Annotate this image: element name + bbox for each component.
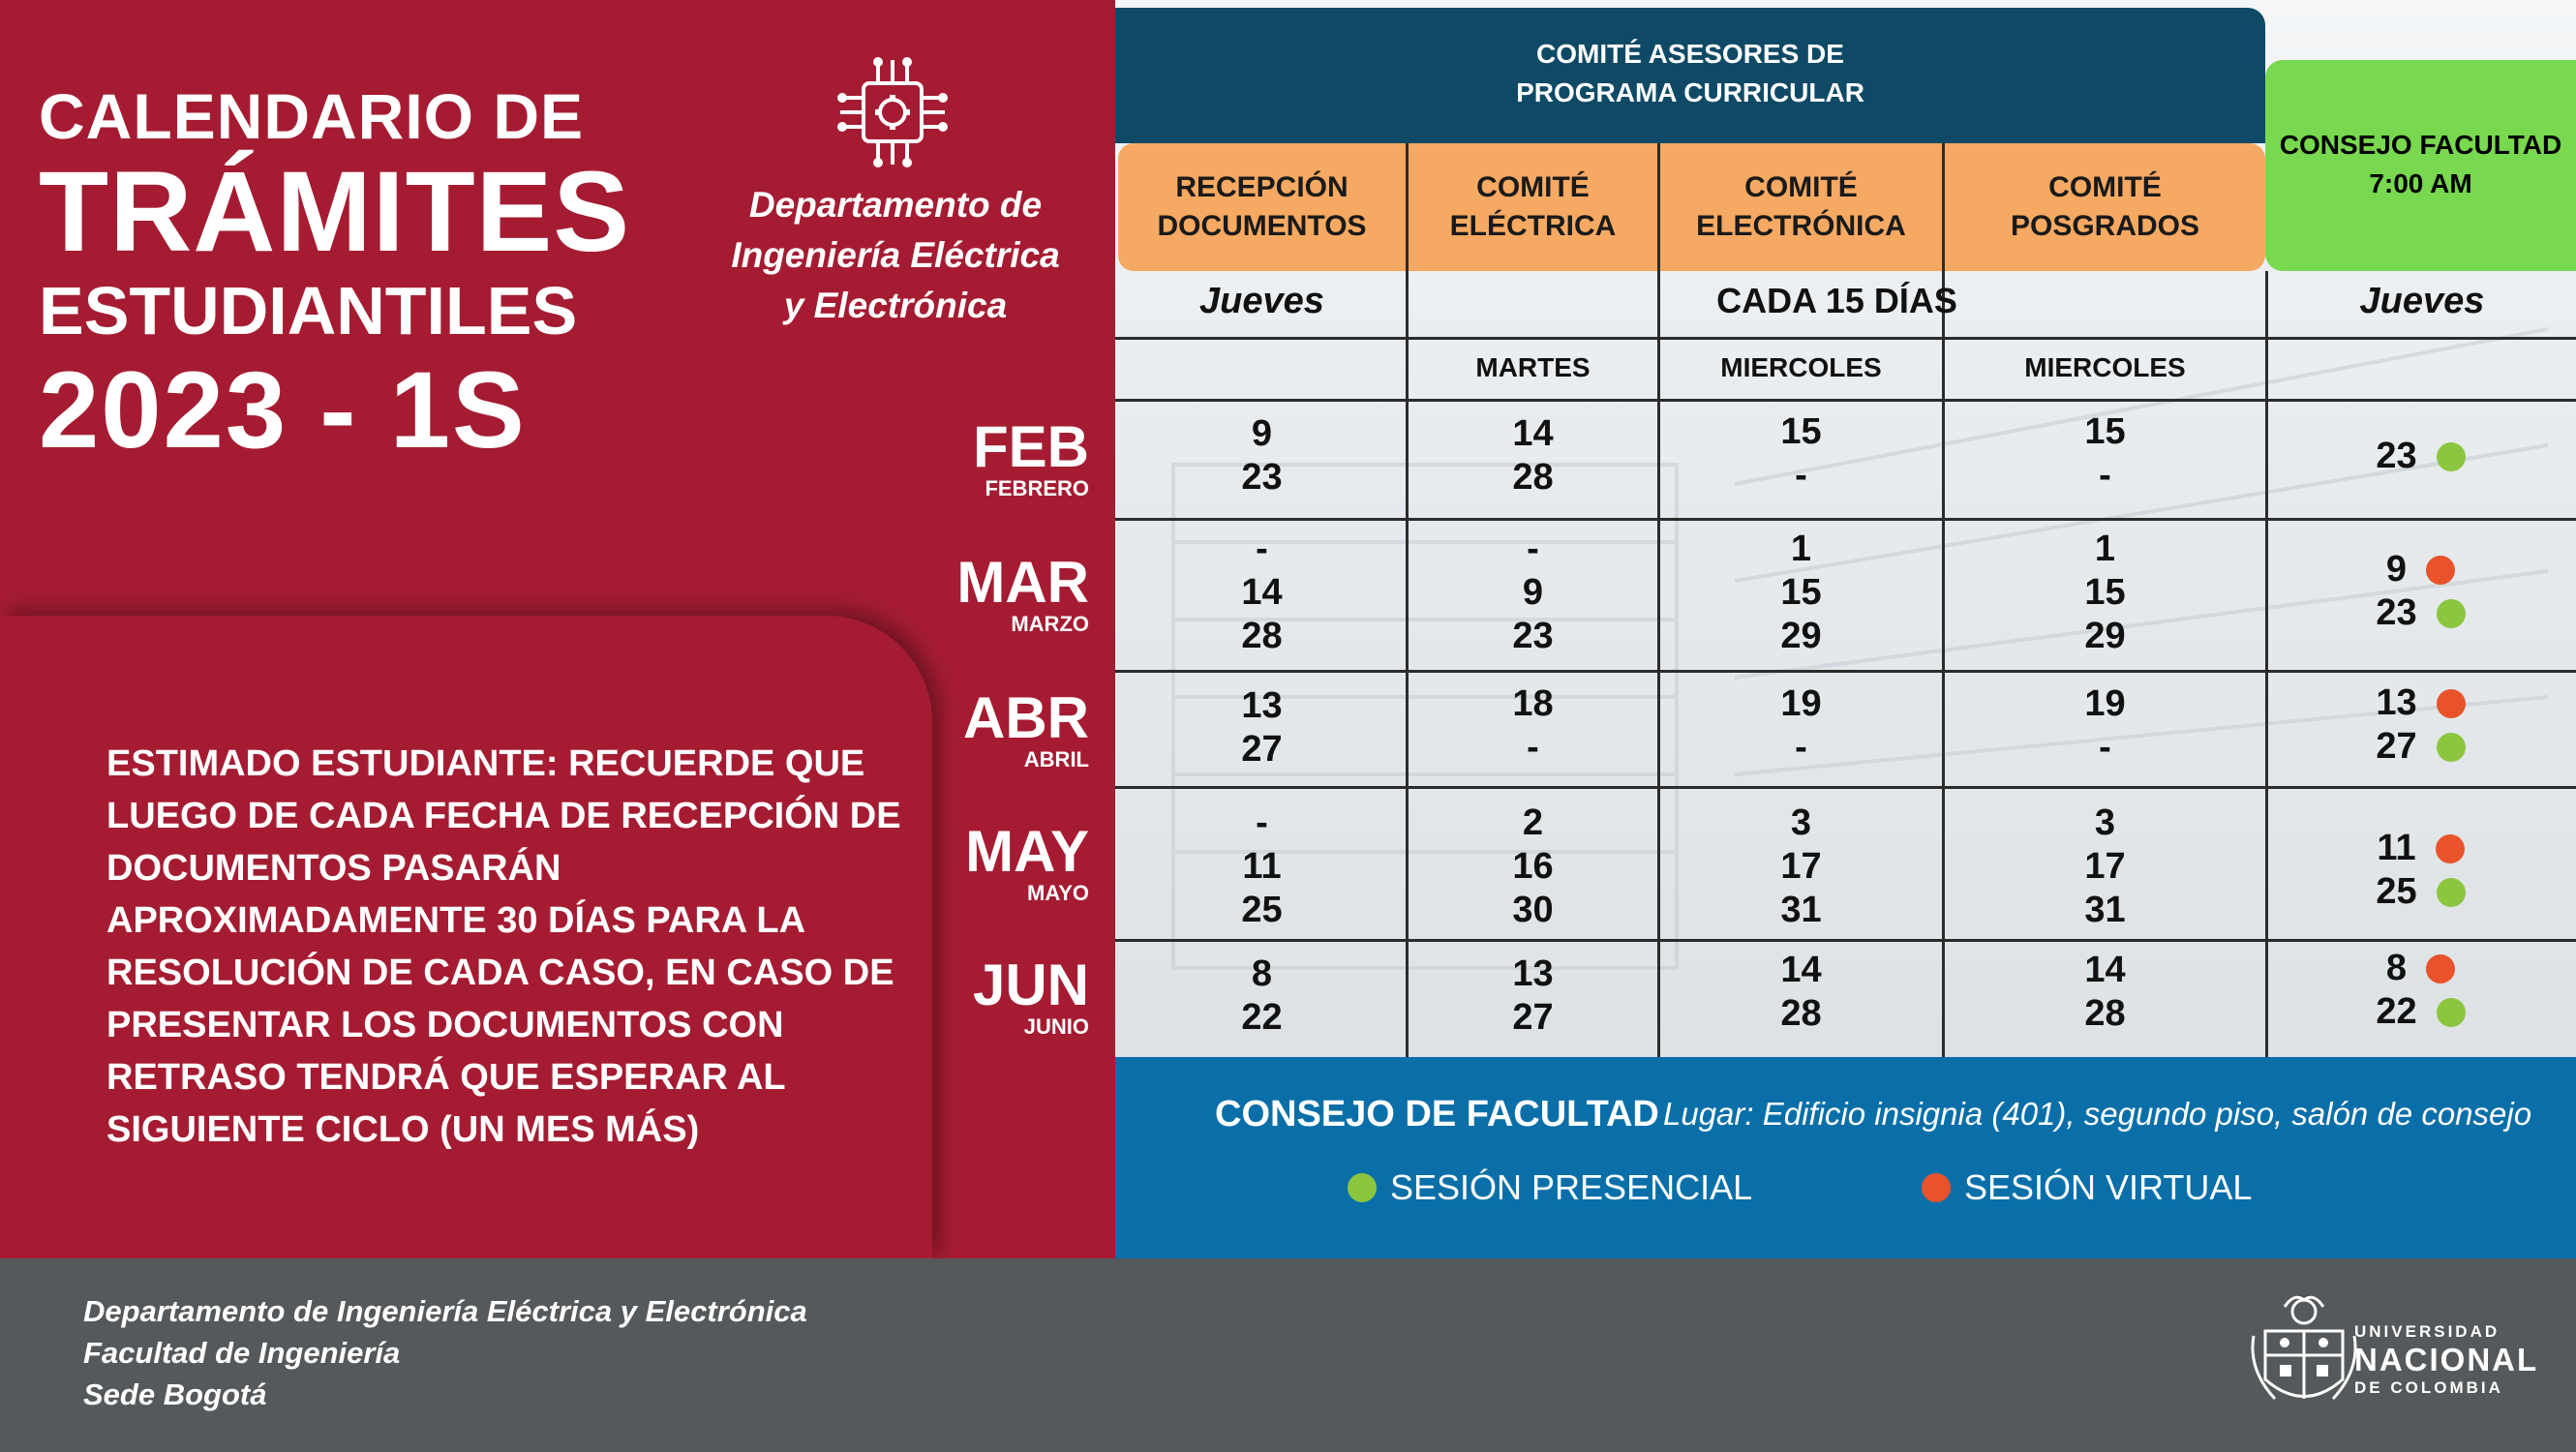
date-value: 15 [2084,411,2126,452]
cell-electrica-feb [1409,412,1657,499]
cell-posgrados-mar [1945,528,2265,658]
date-value: 14 [1241,572,1283,613]
cell-consejo-jun [2265,947,2576,1034]
title-line-2: TRÁMITES [39,148,631,276]
cell-electronica-may [1660,802,1942,932]
month-label-may [895,819,1089,906]
comite-header-line-2: PROGRAMA CURRICULAR [1516,77,1864,107]
date-value: 15 [1780,572,1822,613]
cell-electrica-jun [1409,953,1657,1040]
month-label-mar [895,550,1089,637]
consejo-session [2265,947,2576,990]
day-electrica: MARTES [1475,352,1591,382]
cell-consejo-mar [2265,548,2576,635]
header-line: ELÉCTRICA [1449,210,1617,242]
page-title [39,77,639,469]
date-value: 14 [1780,950,1822,990]
date-value: 30 [1512,890,1554,930]
presencial-dot-icon [2437,599,2466,628]
presencial-dot-icon [2437,878,2466,907]
presencial-dot-icon [1348,1173,1377,1202]
footer-line-1: Departamento de Ingeniería Eléctrica y Electrónica [83,1294,807,1328]
header-comite-electrica [1409,143,1657,271]
consejo-session [2265,725,2576,769]
cell-posgrados-feb [1945,410,2265,498]
legend-presencial-label: SESIÓN PRESENCIAL [1390,1167,1753,1207]
cell-electronica-feb [1660,410,1942,498]
date-value: 17 [2084,846,2126,887]
session-day: 22 [2376,991,2417,1032]
date-value: - [1527,727,1539,768]
session-day: 25 [2376,871,2417,912]
header-line: COMITÉ [1476,171,1590,203]
month-abbr: JUN [972,953,1089,1017]
university-line-2: NACIONAL [2354,1342,2539,1377]
student-notice: ESTIMADO ESTUDIANTE: RECUERDE QUE LUEGO DE CADA FECHA DE RECEPCIÓN DE DOCUMENTOS PASARÁN APROXIMADAMENTE 30 DÍAS PARA LA RESOLUCIÓN DE CADA CASO, EN CASO DE PRESENTAR LOS DOCUMENTOS CON RETRASO TENDRÁ QUE ESPERAR AL SIGUIENTE CICLO (UN MES MÁS) [106,743,901,1150]
date-value: 11 [1242,846,1282,887]
cell-electronica-abr [1660,682,1942,770]
cell-recepcion-feb [1118,412,1406,499]
presencial-dot-icon [2437,442,2466,471]
title-line-1: CALENDARIO DE [39,80,585,152]
cell-electrica-mar [1409,528,1657,658]
consejo-session [2265,435,2576,478]
cell-recepcion-may [1118,802,1406,932]
date-value: - [1256,529,1268,569]
legend-virtual-label: SESIÓN VIRTUAL [1964,1167,2253,1207]
comite-header-line-1: COMITÉ ASESORES DE [1536,39,1844,69]
header-line: ELECTRÓNICA [1696,210,1906,242]
cell-posgrados-may [1945,802,2265,932]
cell-recepcion-abr [1118,684,1406,771]
cell-posgrados-abr [1945,682,2265,770]
cell-electrica-may [1409,802,1657,932]
grid-line [1115,670,2576,673]
date-value: 13 [1241,685,1283,726]
session-day: 8 [2385,948,2408,988]
date-value: - [2099,727,2111,768]
header-comite-posgrados [1945,143,2265,271]
legend-box [1115,1057,2576,1258]
grid-line [1115,399,2576,402]
legend-place: Lugar: Edificio insignia (401), segundo piso, salón de consejo [1663,1096,2532,1132]
cell-electrica-abr [1409,682,1657,770]
date-value: 2 [1522,802,1544,843]
comite-asesores-header [1115,8,2265,143]
month-abbr: ABR [963,685,1089,750]
date-value: 15 [1780,411,1822,452]
department-line-1: Departamento de [748,185,1043,225]
header-recepcion-documentos [1118,143,1406,271]
cell-consejo-feb [2265,435,2576,478]
consejo-session [2265,870,2576,914]
month-full: MARZO [1011,612,1089,636]
department-line-2: Ingeniería Eléctrica [731,235,1060,275]
month-full: MAYO [1027,881,1089,905]
date-value: 29 [1780,616,1822,656]
consejo-session [2265,591,2576,635]
date-value: 14 [2084,950,2126,990]
day-posgrados: MIERCOLES [2024,352,2186,382]
consejo-session [2265,827,2576,870]
date-value: 9 [1522,572,1544,613]
session-day: 11 [2377,828,2416,868]
presencial-dot-icon [2437,733,2466,762]
virtual-dot-icon [1922,1173,1951,1202]
date-value: 13 [1512,953,1554,994]
freq-recepcion: Jueves [1199,281,1324,321]
date-value: 3 [1790,802,1812,843]
virtual-dot-icon [2426,954,2455,983]
date-value: 28 [2084,993,2126,1034]
date-value: 23 [1241,457,1283,498]
month-abbr: MAR [956,550,1089,615]
date-value: 29 [2084,616,2126,656]
university-line-3: DE COLOMBIA [2354,1378,2503,1397]
university-seal-icon [2246,1292,2362,1418]
date-value: - [1527,529,1539,569]
consejo-session [2265,990,2576,1034]
date-value: 23 [1512,616,1554,656]
department-name [716,180,1075,331]
date-value: 31 [1780,890,1822,930]
header-line: RECEPCIÓN [1175,171,1349,203]
date-value: 14 [1512,413,1554,454]
month-label-abr [895,685,1089,772]
month-full: ABRIL [1023,747,1089,771]
date-value: 28 [1780,993,1822,1034]
date-value: 22 [1241,997,1283,1038]
consejo-session [2265,681,2576,725]
grid-line [1115,939,2576,942]
legend-presencial [1348,1167,1752,1208]
date-value: 3 [2094,802,2116,843]
cell-consejo-abr [2265,681,2576,769]
date-value: 27 [1241,729,1283,770]
footer-text [83,1290,807,1415]
title-line-4: 2023 - 1S [39,349,527,470]
date-value: 28 [1241,616,1283,656]
consejo-header-line-1: CONSEJO FACULTAD [2279,130,2562,160]
grid-line [2265,271,2268,1057]
grid-line [1115,786,2576,789]
grid-line [1115,518,2576,521]
cell-recepcion-jun [1118,953,1406,1040]
date-value: 1 [2094,529,2116,569]
month-abbr: MAY [965,819,1089,884]
header-line: DOCUMENTOS [1157,210,1367,242]
cell-electronica-mar [1660,528,1942,658]
circuit-gear-icon [834,54,951,170]
header-line: COMITÉ [2048,171,2162,203]
day-electronica: MIERCOLES [1720,352,1882,382]
freq-comites: CADA 15 DÍAS [1716,281,1957,320]
session-day: 27 [2376,726,2417,767]
virtual-dot-icon [2426,556,2455,585]
department-line-3: y Electrónica [783,286,1008,325]
virtual-dot-icon [2436,834,2465,863]
date-value: - [1256,802,1268,843]
presencial-dot-icon [2437,998,2466,1027]
grid-line [1115,337,2576,340]
footer-line-2: Facultad de Ingeniería [83,1336,401,1370]
date-value: 19 [1780,683,1822,724]
consejo-session [2265,548,2576,591]
month-full: FEBRERO [985,476,1089,500]
date-value: - [1795,455,1807,496]
cell-recepcion-mar [1118,528,1406,658]
session-day: 9 [2385,549,2408,590]
cell-consejo-may [2265,827,2576,914]
legend-virtual [1922,1167,2252,1208]
date-value: 1 [1790,529,1812,569]
date-value: 16 [1512,846,1554,887]
university-name [2354,1321,2538,1399]
date-value: - [1795,727,1807,768]
date-value: 31 [2084,890,2126,930]
date-value: 15 [2084,572,2126,613]
consejo-facultad-header [2265,60,2576,271]
date-value: - [2099,455,2111,496]
header-line: COMITÉ [1744,171,1858,203]
session-day: 23 [2376,592,2417,633]
date-value: 27 [1512,997,1554,1038]
university-line-1: UNIVERSIDAD [2354,1322,2500,1341]
date-value: 8 [1251,953,1273,994]
month-label-feb [895,414,1089,501]
date-value: 25 [1241,890,1283,930]
virtual-dot-icon [2437,689,2466,718]
month-label-jun [895,953,1089,1040]
freq-consejo: Jueves [2359,281,2485,321]
date-value: 28 [1512,457,1554,498]
header-line: POSGRADOS [2010,210,2200,242]
date-value: 19 [2084,683,2126,724]
session-day: 13 [2376,682,2417,723]
footer-line-3: Sede Bogotá [83,1377,267,1411]
consejo-header-line-2: 7:00 AM [2369,168,2472,198]
date-value: 18 [1512,683,1554,724]
date-value: 9 [1251,413,1273,454]
month-full: JUNIO [1023,1014,1089,1039]
legend-title: CONSEJO DE FACULTAD [1215,1094,1659,1134]
cell-electronica-jun [1660,949,1942,1036]
cell-posgrados-jun [1945,949,2265,1036]
date-value: 17 [1780,846,1822,887]
title-line-3: ESTUDIANTILES [39,273,578,348]
session-day: 23 [2376,436,2417,476]
header-comite-electronica [1660,143,1942,271]
month-abbr: FEB [973,414,1089,479]
